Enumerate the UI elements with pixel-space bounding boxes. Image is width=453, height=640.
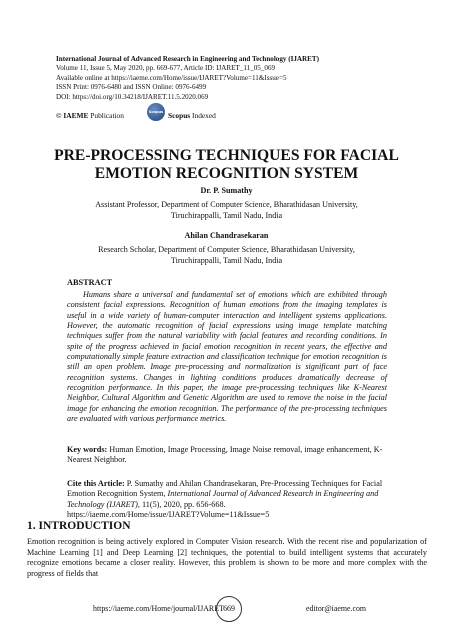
author-name: Ahilan Chandrasekaran [184, 231, 269, 240]
section-heading: 1. INTRODUCTION [27, 520, 131, 532]
citation [67, 479, 397, 521]
keywords-text: Human Emotion, Image Processing, Image Noise removal, image enhancement, K-Nearest Neighbor. [67, 445, 383, 465]
journal-name: International Journal of Advanced Research in Engineering and Technology (IJARET) [56, 55, 319, 63]
author-block-1 [40, 186, 413, 221]
indexed-suffix: Indexed [190, 111, 216, 120]
indexed-label [168, 111, 216, 120]
page-footer [0, 596, 453, 622]
journal-header [56, 55, 406, 102]
cite-text-2: , 11(5), 2020, pp. 656-668. [137, 499, 226, 509]
page-number: 669 [216, 596, 242, 622]
indexed-bold: Scopus [168, 111, 191, 120]
cite-url-link[interactable]: https://iaeme.com/Home/issue/IJARET?Volume=11&Issue=5 [67, 510, 270, 520]
volume-line: Volume 11, Issue 5, May 2020, pp. 669-677, Article ID: IJARET_11_05_069 [56, 64, 276, 73]
abstract-body: Humans share a universal and fundamental set of emotions which are exhibited through consistent facial expressions. Recognition of human emotions from the imaging templates is useful in a wide variety of human-computer interaction and intelligent systems applications. However, the automatic recognition of facial expressions using image template matching techniques suffer from the natural variability with facial features and recording conditions. In spite of the progress achieved in facial emotion recognition in recent years, the effective and computationally simple feature extraction and classification technique for emotion recognition is still an open problem. Image pre-processing and normalization is significant part of face recognition systems. Changes in lighting conditions produces dramatically decrease of recognition performance. In this paper, the image pre-processing techniques like K-Nearest Neighbor, Cultural Algorithm and Genetic Algorithm are used to remove the noise in the facial image for enhancing the emotion recognition. The performance of the pre-processing techniques are evaluated with various performance metrics. [67, 290, 387, 424]
title-line-1: PRE-PROCESSING TECHNIQUES FOR FACIAL [54, 147, 399, 164]
scopus-logo-icon: Scopus [147, 103, 165, 121]
abstract-heading: ABSTRACT [67, 278, 113, 287]
publisher-suffix: Publication [88, 111, 124, 120]
footer-url-link[interactable]: https://iaeme.com/Home/journal/IJARET [93, 604, 224, 613]
publisher-label [56, 111, 124, 120]
doi-line: DOI: https://doi.org/10.34218/IJARET.11.5.2020.069 [56, 92, 209, 101]
author-block-2 [40, 231, 413, 266]
paper-title [40, 147, 413, 182]
author-affiliation: Research Scholar, Department of Computer Science, Bharathidasan University, [98, 245, 355, 255]
section-body: Emotion recognition is being actively explored in Computer Vision research. With the recent rise and popularization of Machine Learning [1] and Deep Learning [2] techniques, the potential to build intelligent systems that accurately recognize emotions became a closer reality. However, this problem is shown to be more and more complex with the progress of fields that [27, 537, 427, 578]
author-location: Tiruchirappalli, Tamil Nadu, India [170, 210, 283, 220]
available-online: Available online at https://iaeme.com/Home/issue/IJARET?Volume=11&Issue=5 [56, 73, 287, 82]
keywords-label: Key words: [67, 445, 108, 454]
publisher-prefix: © IAEME [56, 111, 89, 120]
cite-journal: International Journal of Advanced Research in Engineering and Technology (IJARET) [67, 489, 379, 509]
title-line-2: EMOTION RECOGNITION SYSTEM [94, 164, 359, 182]
issn-line: ISSN Print: 0976-6480 and ISSN Online: 0976-6499 [56, 83, 207, 92]
cite-text-1: P. Sumathy and Ahilan Chandrasekaran, Pre-Processing Techniques for Facial Emotion Recognition System, [67, 479, 383, 499]
cite-label: Cite this Article: [67, 479, 125, 488]
keywords [67, 445, 397, 466]
author-location: Tiruchirappalli, Tamil Nadu, India [170, 255, 283, 265]
publisher-brand [56, 103, 356, 129]
footer-email-link[interactable]: editor@iaeme.com [306, 604, 367, 613]
author-affiliation: Assistant Professor, Department of Computer Science, Bharathidasan University, [95, 200, 358, 210]
author-name: Dr. P. Sumathy [200, 186, 253, 195]
